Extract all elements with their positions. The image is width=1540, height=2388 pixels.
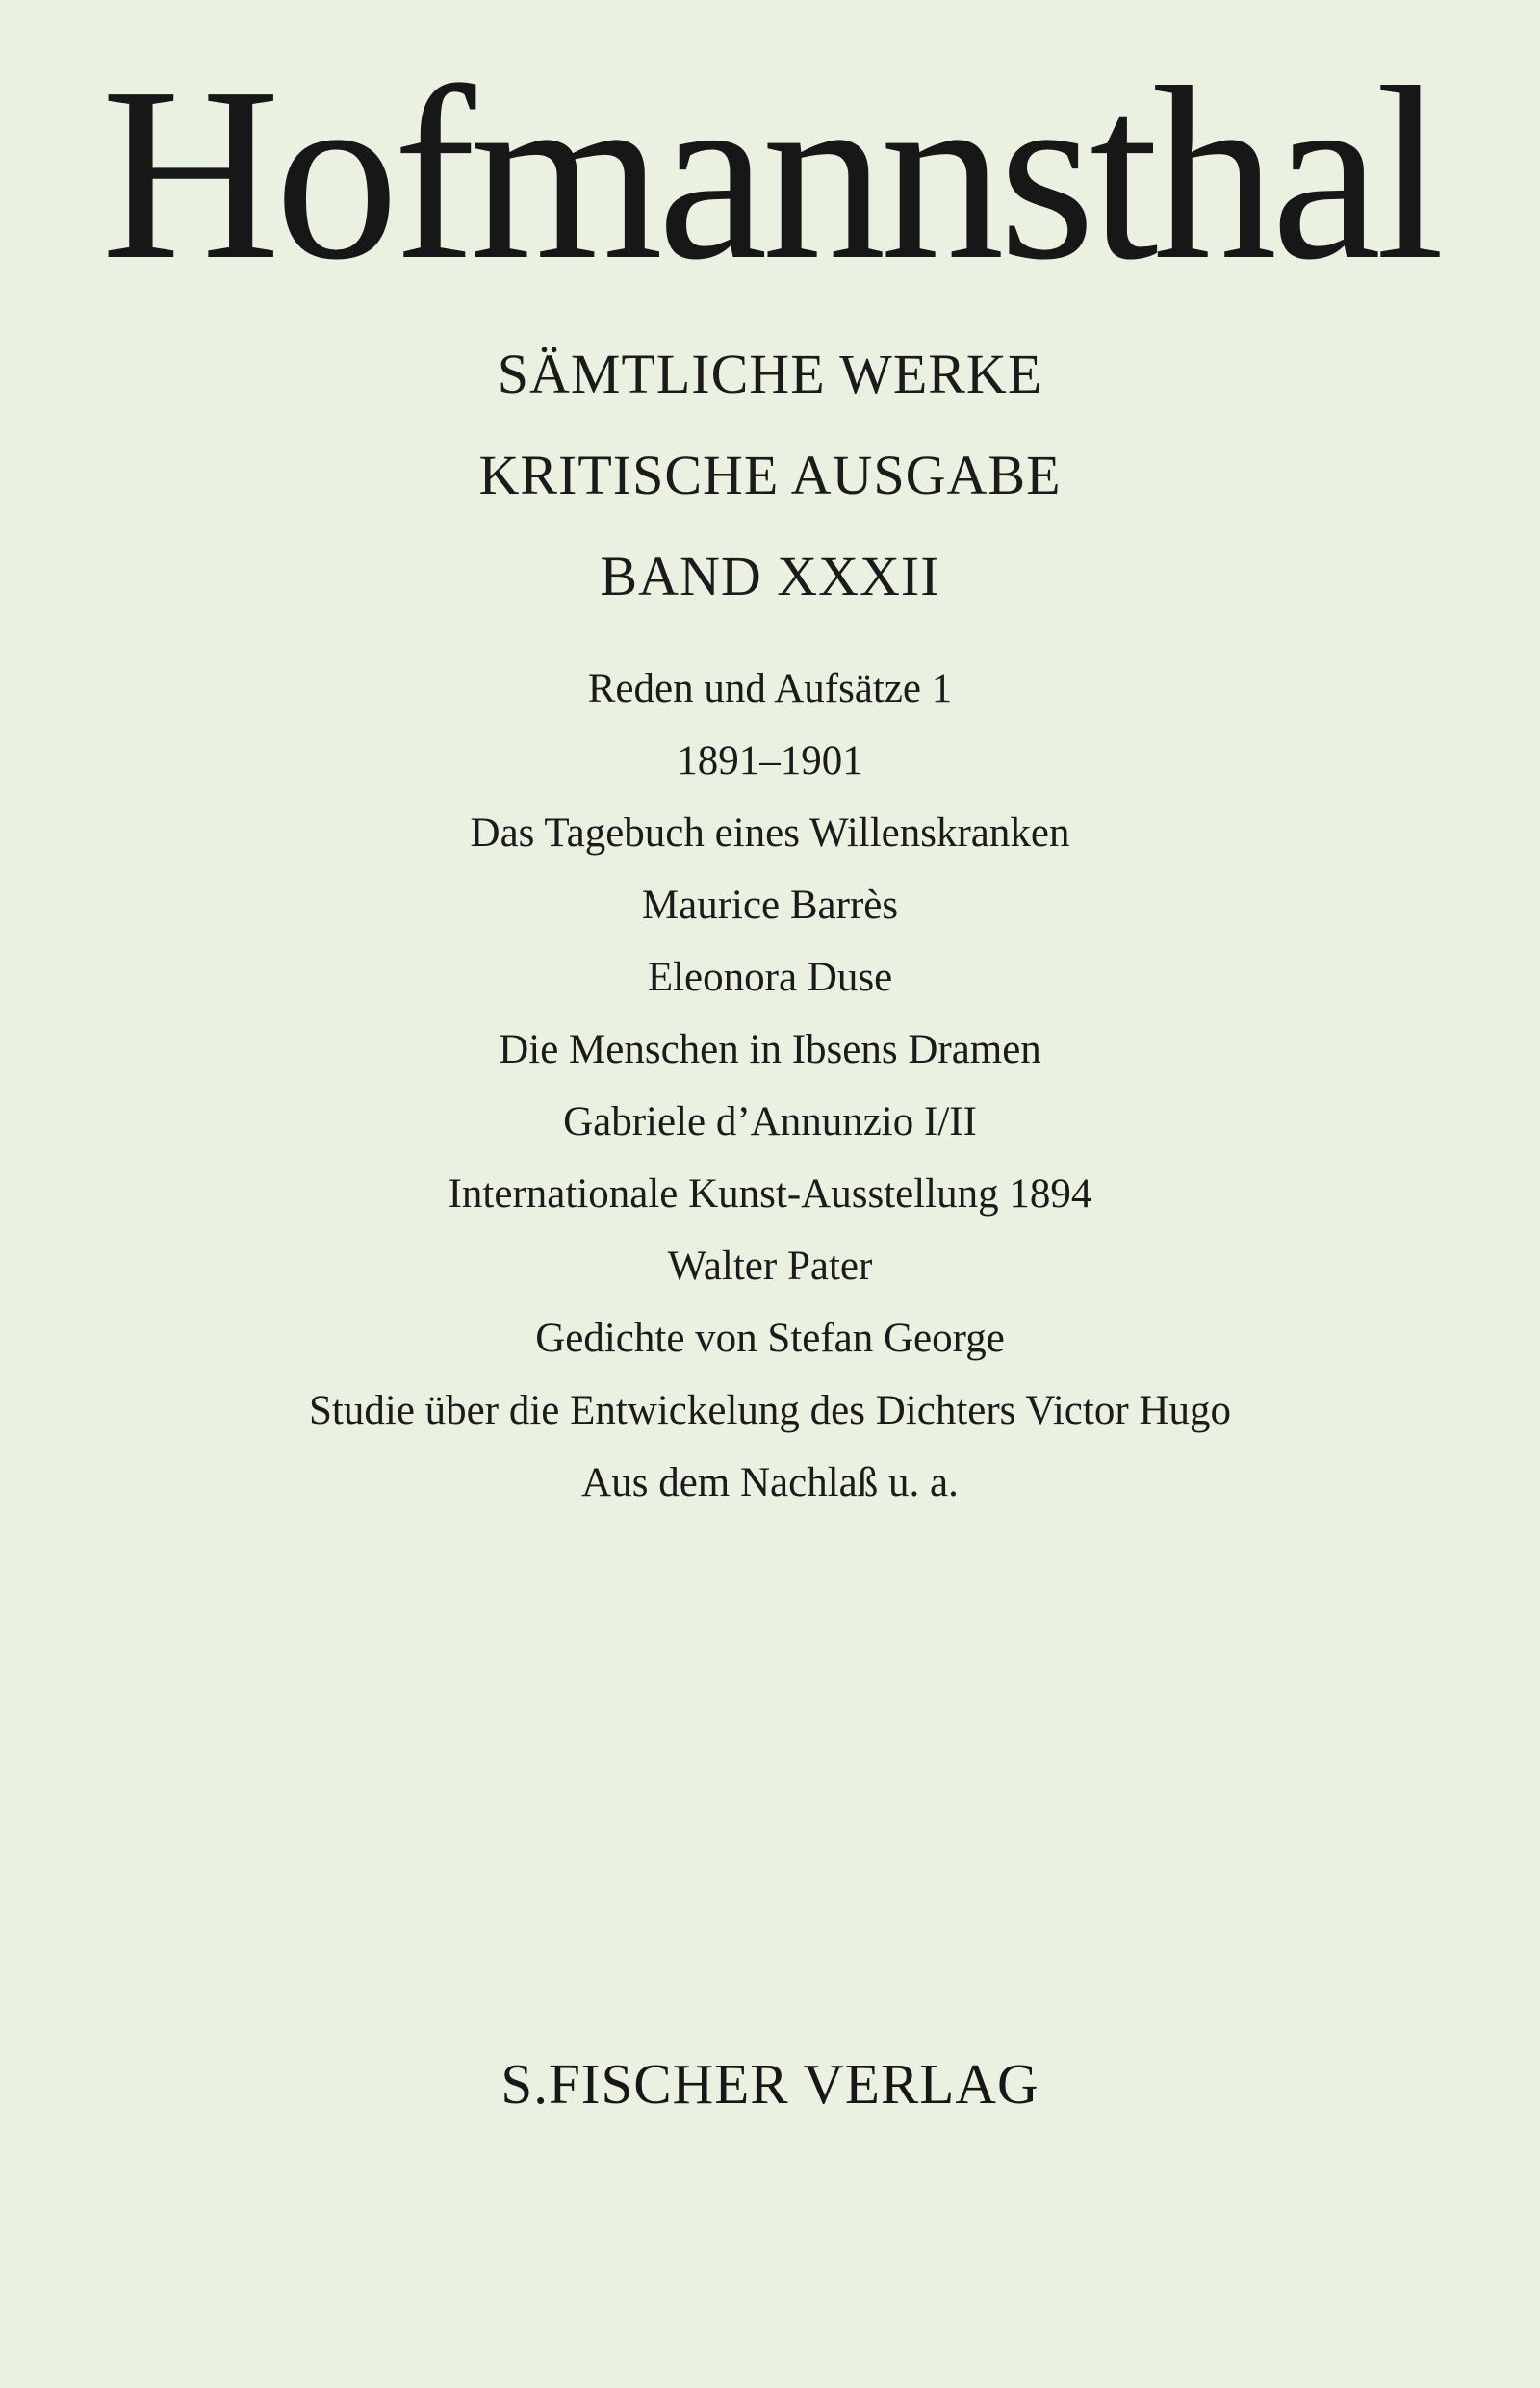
publisher-name: S.FISCHER VERLAG [500, 2052, 1040, 2116]
edition-block [0, 323, 1540, 627]
volume-subtitle: Reden und Aufsätze 1 [587, 666, 953, 711]
contents-item: Gedichte von Stefan George [535, 1316, 1005, 1361]
contents-item: Eleonora Duse [647, 955, 893, 1000]
contents-item: Walter Pater [667, 1244, 873, 1289]
contents-item: Aus dem Nachlaß u. a. [581, 1460, 959, 1505]
edition-line-volume: BAND XXXII [600, 545, 940, 607]
edition-line-type: KRITISCHE AUSGABE [478, 444, 1062, 506]
contents-item: Internationale Kunst-Ausstellung 1894 [448, 1171, 1092, 1217]
contents-item: Studie über die Entwickelung des Dichters Victor Hugo [309, 1388, 1231, 1433]
contents-item: Die Menschen in Ibsens Dramen [499, 1027, 1041, 1072]
edition-line-series: SÄMTLICHE WERKE [497, 343, 1043, 405]
contents-item: Das Tagebuch eines Willenskranken [470, 810, 1070, 856]
contents-item: Maurice Barrès [641, 883, 899, 928]
author-title: Hofmannsthal [101, 36, 1439, 311]
contents-list [0, 653, 1540, 1519]
volume-years: 1891–1901 [677, 738, 863, 783]
contents-item: Gabriele d’Annunzio I/II [563, 1099, 977, 1144]
